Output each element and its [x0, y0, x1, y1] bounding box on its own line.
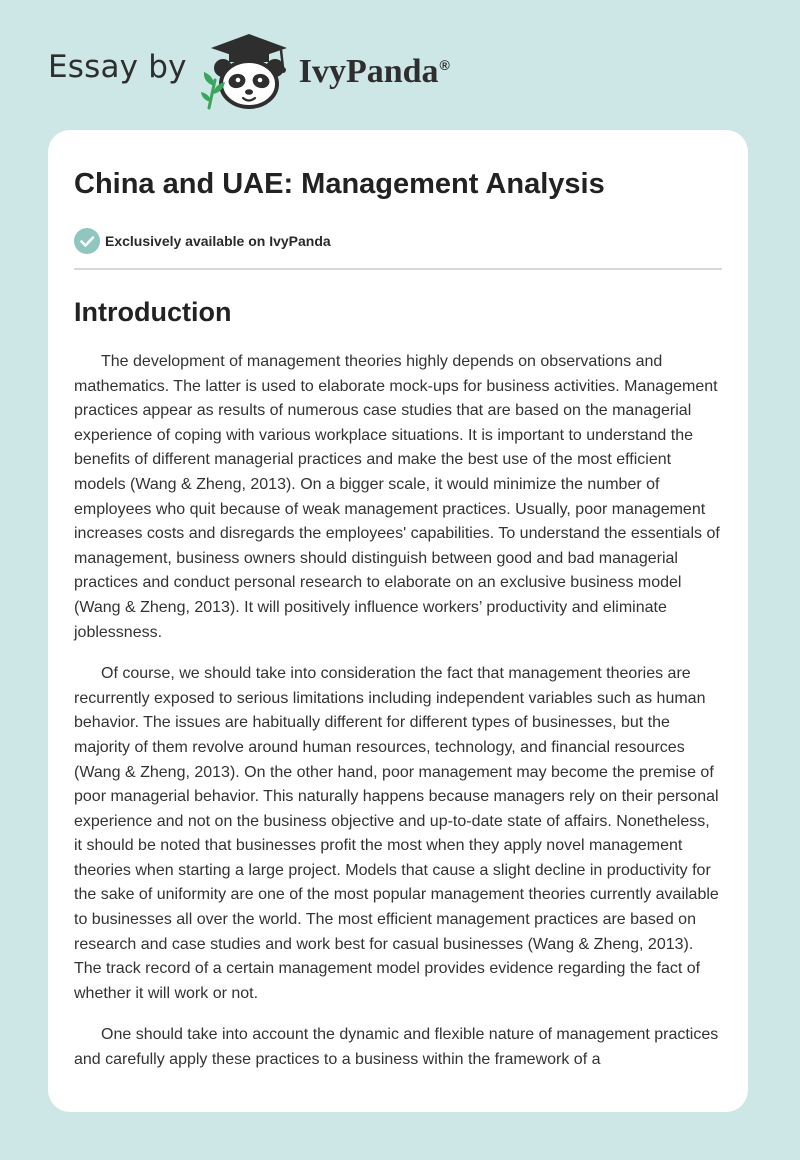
brand-name-text: IvyPanda [298, 53, 439, 90]
exclusive-badge-text: Exclusively available on IvyPanda [105, 233, 331, 249]
essay-card [48, 130, 748, 1112]
paragraph: Of course, we should take into consideration the fact that management theories are recurrently exposed to serious limitations including independent variables such as human behavior. The issues are habitually different for different types of businesses, but the majority of them revolve around human resources, technology, and financial resources (Wang & Zheng, 2013). On the other hand, poor management may become the premise of poor managerial behavior. This naturally happens because managers rely on their personal experience and not on the business objective and up-to-date state of affairs. Nonetheless, it should be noted that businesses profit the most when they apply novel management theories when starting a large project. Models that cause a slight decline in productivity for the sake of uniformity are one of the most popular management theories currently available to businesses all over the world. The most efficient management practices are based on research and case studies and work best for casual businesses (Wang & Zheng, 2013). The track record of a certain management model provides evidence regarding the fact of whether it will work or not. [74, 665, 719, 1002]
essay-content [48, 130, 748, 1073]
essay-by-label: Essay by [48, 49, 187, 85]
title-divider [74, 268, 722, 270]
exclusive-badge [74, 228, 722, 254]
paragraph: One should take into account the dynamic and flexible nature of management practices and carefully apply these practices to a business within the framework of a [74, 1026, 719, 1069]
site-header [48, 30, 450, 110]
essay-body [74, 350, 722, 1073]
ivypanda-wordmark[interactable] [299, 53, 450, 91]
section-heading-introduction: Introduction [74, 297, 232, 327]
check-circle-icon [74, 228, 100, 254]
essay-title: China and UAE: Management Analysis [74, 168, 605, 200]
panda-graduate-logo-icon[interactable] [201, 30, 297, 110]
registered-mark: ® [439, 56, 450, 73]
paragraph: The development of management theories highly depends on observations and mathematics. The latter is used to elaborate mock-ups for business activities. Management practices appear as results of numerous case studies that are based on the managerial experience of coping with various workplace situations. It is important to understand the benefits of different managerial practices and make the best use of the most efficient models (Wang & Zheng, 2013). On a bigger scale, it would minimize the number of employees who quit because of weak management practices. Usually, poor management increases costs and disregards the employees' capabilities. To understand the essentials of management, business owners should distinguish between good and bad managerial practices and conduct personal research to elaborate on an exclusive business model (Wang & Zheng, 2013). It will positively influence workers’ productivity and eliminate joblessness. [74, 353, 720, 641]
